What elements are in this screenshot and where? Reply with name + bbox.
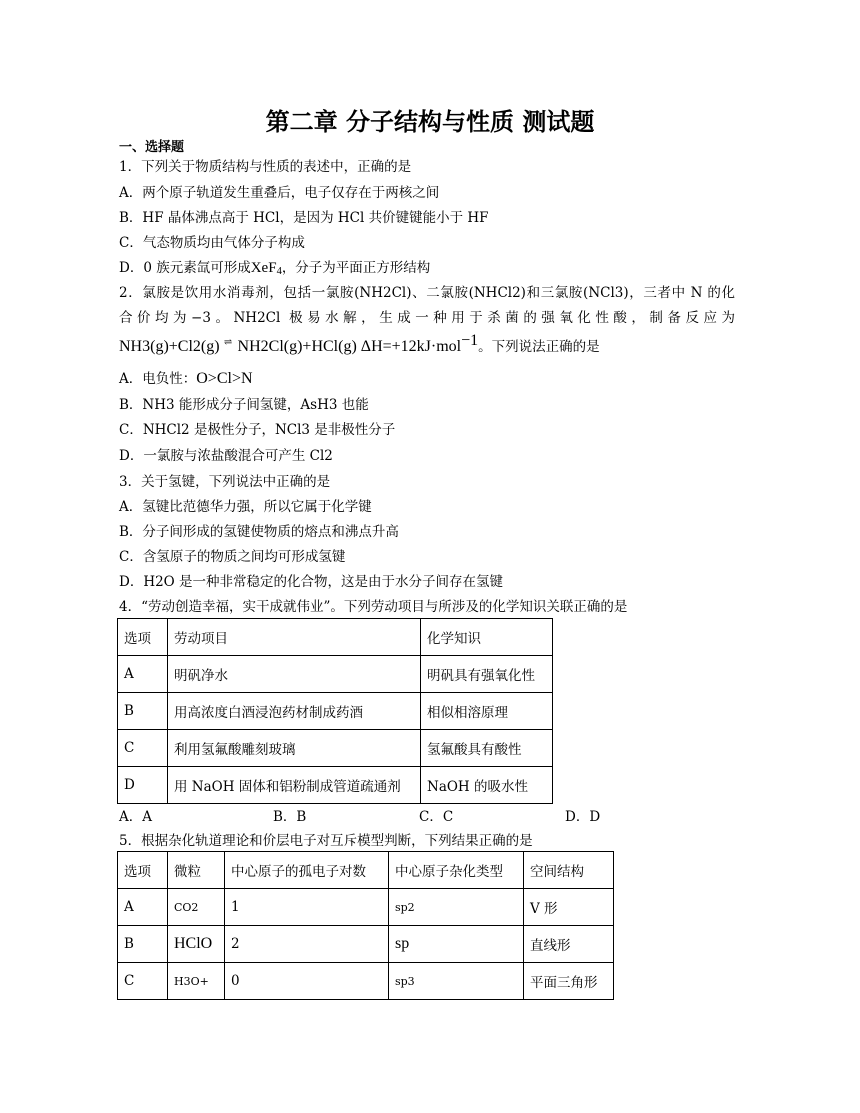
table-cell: A xyxy=(118,889,168,926)
header-cell: 选项 xyxy=(118,852,168,889)
table-cell: NaOH 的吸水性 xyxy=(421,767,553,804)
q3-option-d: D．H2O 是一种非常稳定的化合物，这是由于水分子间存在氢键 xyxy=(119,574,504,590)
q5-table xyxy=(117,851,614,1000)
q3-option-c: C．含氢原子的物质之间均可形成氢键 xyxy=(119,549,346,565)
q2-stem-line2: 合价均为−3。NH2Cl 极易水解，生成一种用于杀菌的强氧化性酸，制备反应为 xyxy=(119,310,735,326)
equation-tail: 。下列说法正确的是 xyxy=(478,339,600,355)
equation-products: NH2Cl(g)+HCl(g) ΔH=+12kJ·mol xyxy=(237,338,462,355)
header-cell: 化学知识 xyxy=(421,619,553,656)
q4-option-c: C．C xyxy=(419,809,454,825)
table-cell: 利用氢氟酸雕刻玻璃 xyxy=(168,730,421,767)
q4-option-d: D．D xyxy=(565,809,601,825)
header-cell: 中心原子的孤电子对数 xyxy=(225,852,389,889)
table-row xyxy=(118,963,614,1000)
document-title: 第二章 分子结构与性质 测试题 xyxy=(265,108,595,136)
q2-option-a-text: A．电负性： xyxy=(119,371,197,387)
q4-option-b: B．B xyxy=(273,809,307,825)
q3-option-b: B．分子间形成的氢键使物质的熔点和沸点升高 xyxy=(119,524,399,540)
table-cell: 平面三角形 xyxy=(524,963,614,1000)
equation-unit-exponent: −1 xyxy=(461,332,479,349)
equilibrium-arrow: ⇌ xyxy=(223,337,234,348)
table-row xyxy=(118,656,553,693)
q2-option-b: B．NH3 能形成分子间氢键，AsH3 也能 xyxy=(119,397,369,413)
q1-option-d xyxy=(119,256,430,277)
header-cell: 空间结构 xyxy=(524,852,614,889)
q4-stem: 4．“劳动创造幸福，实干成就伟业”。下列劳动项目与所涉及的化学知识关联正确的是 xyxy=(119,599,628,615)
table-header-row xyxy=(118,852,614,889)
table-row xyxy=(118,889,614,926)
q1-option-b: B．HF 晶体沸点高于 HCl，是因为 HCl 共价键键能小于 HF xyxy=(119,210,489,226)
table-cell: sp3 xyxy=(389,963,524,1000)
q2-equation xyxy=(119,332,600,356)
table-cell: 相似相溶原理 xyxy=(421,693,553,730)
table-cell: HClO xyxy=(168,926,225,963)
electronegativity-order: O>Cl>N xyxy=(196,370,253,387)
table-cell: B xyxy=(118,693,168,730)
table-row xyxy=(118,730,553,767)
header-cell: 劳动项目 xyxy=(168,619,421,656)
xef4-base: XeF xyxy=(250,260,277,276)
xef4-subscript: 4 xyxy=(276,266,282,277)
table-cell: sp2 xyxy=(389,889,524,926)
table-cell: A xyxy=(118,656,168,693)
table-cell: 明矾净水 xyxy=(168,656,421,693)
table-cell: 用 NaOH 固体和铝粉制成管道疏通剂 xyxy=(168,767,421,804)
table-cell: B xyxy=(118,926,168,963)
q1-option-d-text: D．0 族元素氙可形成 xyxy=(119,260,251,276)
table-cell: 明矾具有强氧化性 xyxy=(421,656,553,693)
table-cell: H3O+ xyxy=(168,963,225,1000)
table-cell: CO2 xyxy=(168,889,225,926)
q1-option-d-tail: ，分子为平面正方形结构 xyxy=(281,260,431,276)
table-cell: C xyxy=(118,963,168,1000)
q4-table xyxy=(117,618,553,804)
table-cell: V 形 xyxy=(524,889,614,926)
q4-option-a: A．A xyxy=(119,809,152,825)
xef4-formula xyxy=(251,260,282,276)
q3-stem: 3．关于氢键，下列说法中正确的是 xyxy=(119,474,331,490)
table-cell: C xyxy=(118,730,168,767)
q5-stem: 5．根据杂化轨道理论和价层电子对互斥模型判断，下列结果正确的是 xyxy=(119,833,533,849)
q1-stem: 1．下列关于物质结构与性质的表述中，正确的是 xyxy=(119,159,412,175)
table-cell: 0 xyxy=(225,963,389,1000)
table-row xyxy=(118,693,553,730)
table-cell: 氢氟酸具有酸性 xyxy=(421,730,553,767)
q3-option-a: A．氢键比范德华力强，所以它属于化学键 xyxy=(119,499,372,515)
table-cell: 用高浓度白酒浸泡药材制成药酒 xyxy=(168,693,421,730)
table-cell: 直线形 xyxy=(524,926,614,963)
table-header-row xyxy=(118,619,553,656)
q2-option-c: C．NHCl2 是极性分子，NCl3 是非极性分子 xyxy=(119,422,396,438)
table-cell: D xyxy=(118,767,168,804)
table-cell: 1 xyxy=(225,889,389,926)
table-cell: sp xyxy=(389,926,524,963)
q2-stem-line1: 2．氯胺是饮用水消毒剂，包括一氯胺(NH2Cl)、二氯胺(NHCl2)和三氯胺(NCl3)，三者中 N 的化 xyxy=(119,285,735,301)
q1-option-c: C．气态物质均由气体分子构成 xyxy=(119,235,305,251)
header-cell: 微粒 xyxy=(168,852,225,889)
table-row xyxy=(118,767,553,804)
equation-reactants: NH3(g)+Cl2(g) xyxy=(119,338,220,355)
q2-option-a xyxy=(119,367,253,388)
header-cell: 中心原子杂化类型 xyxy=(389,852,524,889)
header-cell: 选项 xyxy=(118,619,168,656)
table-cell: 2 xyxy=(225,926,389,963)
q1-option-a: A．两个原子轨道发生重叠后，电子仅存在于两核之间 xyxy=(119,185,440,201)
section-heading: 一、选择题 xyxy=(119,140,185,155)
q2-option-d: D．一氯胺与浓盐酸混合可产生 Cl2 xyxy=(119,448,333,464)
table-row xyxy=(118,926,614,963)
